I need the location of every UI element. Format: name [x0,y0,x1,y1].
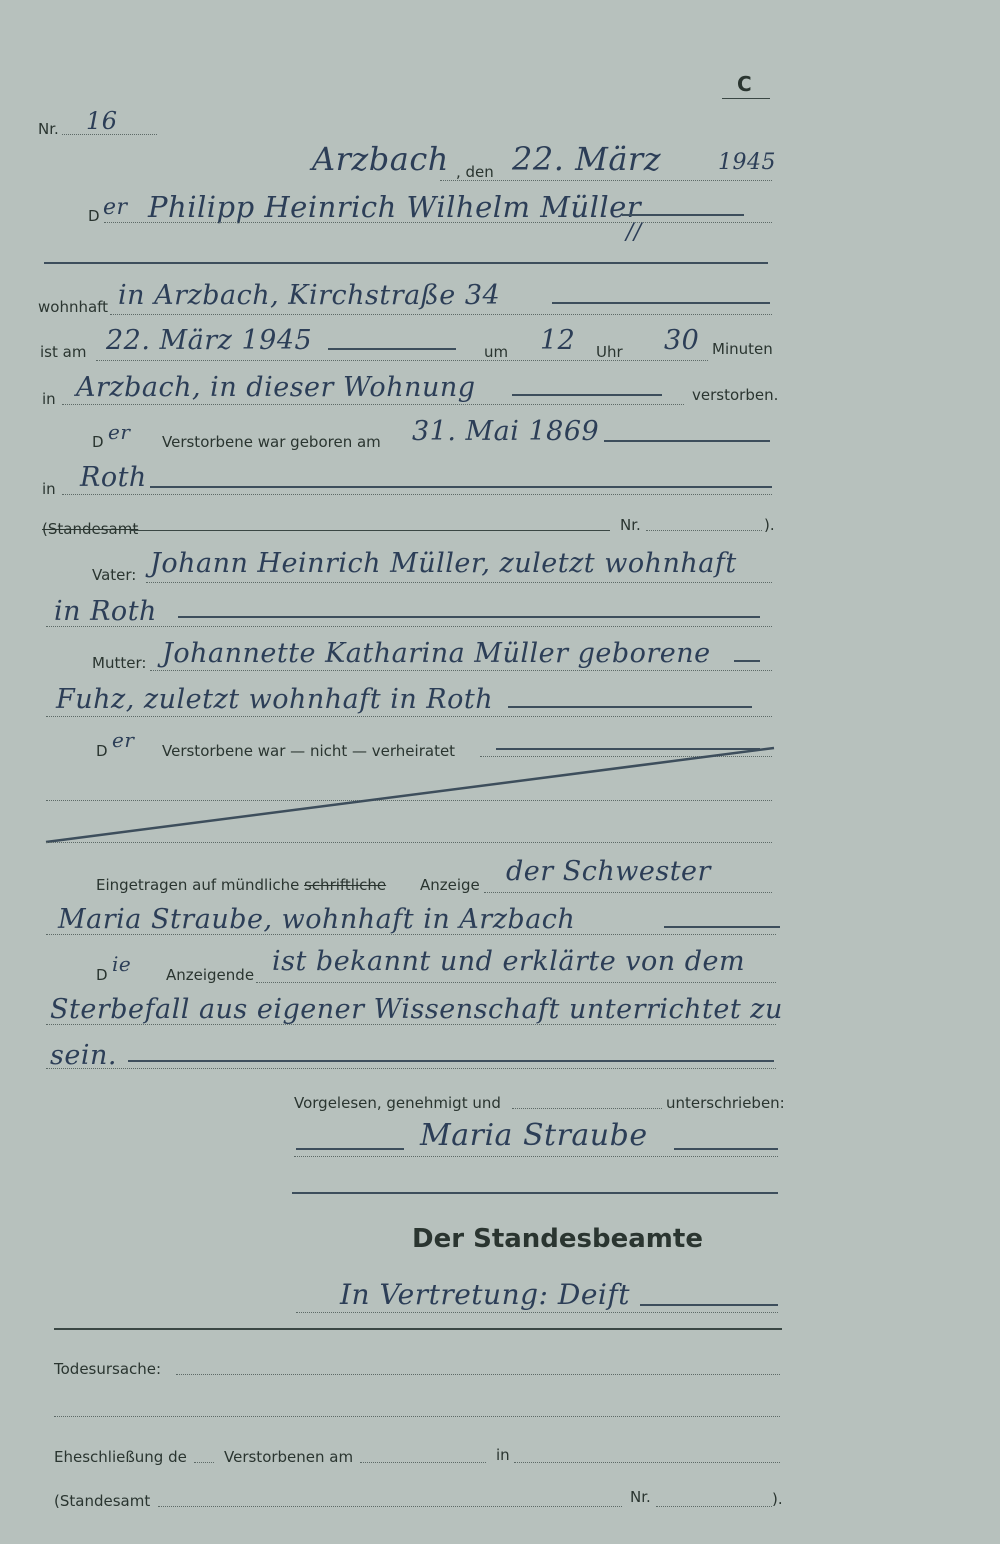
wohnhaft-label: wohnhaft [38,298,109,316]
standesamt1-nr-label: Nr. [620,516,641,534]
standesbeamte-signature: In Vertretung: Deift [340,1278,630,1311]
signature-second-line [292,1192,778,1194]
date-value: 22. März [512,140,662,178]
deceased-name: Philipp Heinrich Wilhelm Müller [148,190,642,224]
death-place-in-label: in [42,390,56,408]
anzeige-label-a: Eingetragen auf mündliche [96,876,300,894]
uhr-label: Uhr [596,343,623,361]
ist-am-label: ist am [40,343,87,361]
mutter-line1: Johannette Katharina Müller geborene [162,638,711,669]
born-prefix: D [92,433,104,451]
anzeige-label-b: Anzeige [420,876,480,894]
todesursache-dots2 [54,1416,780,1417]
birth-place-value: Roth [80,462,147,493]
anzeigende-prefix: D [96,966,108,984]
standesamt2-nr-label: Nr. [630,1488,651,1506]
signature-dots [294,1156,778,1157]
anzeige-label-struck: schriftliche [304,876,387,894]
birth-place-in-label: in [42,480,56,498]
standesbeamte-fill-line [640,1304,778,1306]
wohnhaft-fill-line [552,302,770,304]
death-dots [96,360,708,361]
vorgelesen-label-a: Vorgelesen, genehmigt und [294,1094,501,1112]
anzeigende-dots3 [46,1068,776,1069]
wohnhaft-value: in Arzbach, Kirchstraße 34 [118,280,501,311]
vater-fill-line [178,616,760,618]
corner-underline [722,98,770,99]
standesbeamte-dots [296,1312,778,1313]
year-value: 1945 [718,150,776,175]
married-prefix: D [96,742,108,760]
anzeige-dots1 [484,892,772,893]
birth-place-dots [62,494,772,495]
anzeigende-fill-line [128,1060,774,1062]
mutter-fill-line2 [508,706,752,708]
date-dots [440,180,772,181]
nr-value: 16 [86,107,118,135]
vater-line1: Johann Heinrich Müller, zuletzt wohnhaft [150,548,737,579]
anzeigende-line3: sein. [50,1040,117,1071]
section-divider [54,1328,782,1330]
deceased-second-line [44,262,768,264]
standesamt2-dots [158,1506,622,1507]
minuten-label: Minuten [712,340,773,358]
death-hour: 12 [540,325,576,356]
married-article: er [112,728,135,752]
born-fill-line [604,440,770,442]
death-place-fill-line [512,394,662,396]
death-date-fill-line [328,348,456,350]
standesamt2-close: ). [772,1490,783,1508]
anzeigende-dots2 [46,1024,776,1025]
anzeige-fill-line [664,926,780,928]
signature-line-right [674,1148,778,1150]
anzeigende-line1: ist bekannt und erklärte von dem [272,946,746,977]
verstorben-label: verstorben. [692,386,779,404]
deceased-mark: // [626,220,642,245]
standesamt1-label: (Standesamt [42,520,139,538]
eheschliessung-dots-a [194,1462,214,1463]
born-label: Verstorbene war geboren am [162,433,381,451]
anzeige-line2: Maria Straube, wohnhaft in Arzbach [58,904,576,935]
wohnhaft-dots [110,314,772,315]
mutter-fill-line1 [734,660,760,662]
den-label: , den [456,163,494,181]
corner-letter: C [737,72,752,96]
deceased-dots [104,222,772,223]
standesamt2-label: (Standesamt [54,1492,151,1510]
vater-line2: in Roth [54,596,157,627]
mutter-label: Mutter: [92,654,147,672]
vorgelesen-dots [512,1108,662,1109]
married-bottom-dots [46,842,772,843]
death-place-value: Arzbach, in dieser Wohnung [76,372,476,403]
todesursache-dots1 [176,1374,780,1375]
standesamt1-close: ). [764,516,775,534]
deceased-fill-line [622,214,744,216]
um-label: um [484,343,509,361]
standesamt1-nr-dots [646,530,762,531]
standesbeamte-heading: Der Standesbeamte [412,1224,703,1254]
eheschliessung-dots-c [514,1462,780,1463]
mutter-line2: Fuhz, zuletzt wohnhaft in Roth [56,684,494,715]
eheschliessung-dots-b [360,1462,486,1463]
eheschliessung-label-a: Eheschließung de [54,1448,187,1466]
death-place-dots [62,404,684,405]
vater-dots1 [146,582,772,583]
anzeigende-label: Anzeigende [166,966,255,984]
eheschliessung-in-label: in [496,1446,510,1464]
anzeige-dots2 [46,934,776,935]
anzeigende-article: ie [112,952,132,976]
birth-place-fill-line [150,486,772,488]
todesursache-label: Todesursache: [54,1360,162,1378]
cancel-stroke [40,742,780,846]
mutter-dots1 [150,670,772,671]
eheschliessung-label-b: Verstorbenen am [224,1448,354,1466]
place-value: Arzbach [312,140,449,178]
nr-label: Nr. [38,120,59,138]
signature-line-left [296,1148,404,1150]
death-minutes: 30 [664,325,700,356]
vater-label: Vater: [92,566,137,584]
standesamt2-nr-dots [656,1506,772,1507]
born-date: 31. Mai 1869 [412,416,600,447]
vorgelesen-label-b: unterschrieben: [666,1094,785,1112]
anzeigende-line2: Sterbefall aus eigener Wissenschaft unterrichtet zu [50,994,783,1025]
mutter-dots2 [46,716,772,717]
deceased-prefix: D [88,207,100,225]
born-article: er [108,420,131,444]
deceased-article: er [103,195,128,220]
standesamt1-line [130,530,610,531]
anzeigende-dots1 [256,982,776,983]
anzeige-line1: der Schwester [506,856,711,887]
married-label: Verstorbene war — nicht — verheiratet [162,742,456,760]
death-date: 22. März 1945 [106,325,313,356]
vater-dots2 [46,626,772,627]
signature: Maria Straube [420,1118,648,1153]
